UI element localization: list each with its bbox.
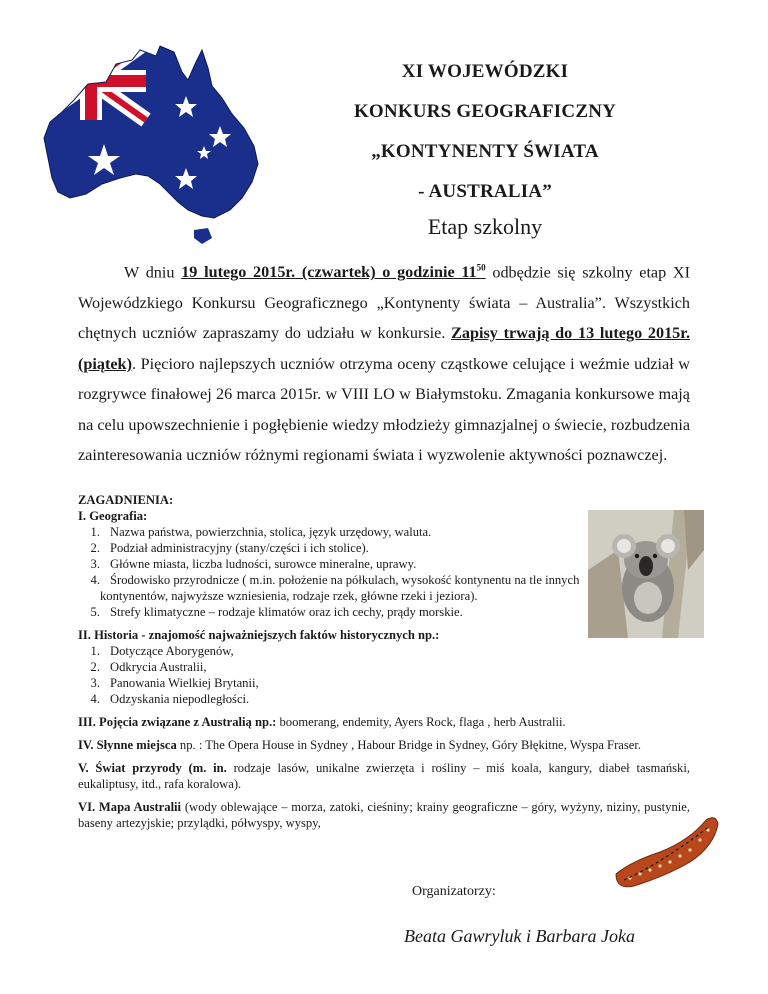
contest-date-text: 19 lutego 2015r. (czwartek) o godzinie 11: [181, 263, 477, 282]
intro-paragraph: [78, 253, 690, 471]
title-line-1: XI WOJEWÓDZKI: [401, 61, 569, 82]
boomerang-image: [610, 812, 722, 892]
list-item-text: Strefy klimatyczne – rodzaje klimatów oraz ich cechy, prądy morskie.: [110, 605, 463, 619]
list-item: 1. Nazwa państwa, powierzchnia, stolica, język urzędowy, waluta.: [90, 525, 432, 539]
contest-date: [181, 263, 485, 281]
list-item-text: Panowania Wielkiej Brytanii,: [110, 676, 259, 690]
topics-heading: ZAGADNIENIA:: [78, 493, 174, 507]
signup-deadline: Zapisy trwają do 13 lutego 2015r. (piątek): [78, 324, 690, 373]
list-item-text: Odkrycia Australii,: [110, 660, 207, 674]
section-6: [78, 799, 690, 831]
section-5-title: V. Świat przyrody (m. in.: [78, 761, 227, 775]
australia-flag-map-image: [36, 42, 266, 247]
section-3-text: boomerang, endemity, Ayers Rock, flaga , herb Australii.: [276, 715, 566, 729]
list-item: 2. Odkrycia Australii,: [90, 660, 207, 674]
section-3: [78, 714, 690, 730]
list-item-text: Główne miasta, liczba ludności, surowce mineralne, uprawy.: [110, 557, 417, 571]
list-item: 1. Dotyczące Aborygenów,: [90, 644, 234, 658]
list-item: 5. Strefy klimatyczne – rodzaje klimatów oraz ich cechy, prądy morskie.: [90, 605, 463, 619]
section-6-title: VI. Mapa Australii: [78, 800, 182, 814]
section-5: [78, 760, 690, 792]
organizers-label: Organizatorzy:: [412, 884, 496, 899]
section-5-text: rodzaje lasów, unikalne zwierzęta i rośliny – miś koala, kangury, diabeł tasmański, eukaliptusy, itd., rafa koralowa).: [78, 761, 690, 791]
list-item: 4. Odzyskania niepodległości.: [90, 692, 250, 706]
title-line-4: - AUSTRALIA”: [418, 181, 552, 202]
title-line-3: „KONTYNENTY ŚWIATA: [371, 141, 599, 162]
section-3-title: III. Pojęcia związane z Australią np.:: [78, 715, 277, 729]
intro-text-c: . Pięcioro najlepszych uczniów otrzyma oceny cząstkowe celujące i weźmie udział w rozgrywce finałowej 26 marca 2015r. w VIII LO w Białymstoku. Zmagania konkursowe mają na celu upowszechnienie i pogłębienie wiedzy młodzieży gimnazjalnej o świecie, rozbudzenia zainteresowania uczniów różnymi regionami świata i wyzwolenie aktywności poznawczej.: [78, 354, 690, 465]
topics-section: [78, 492, 690, 831]
list-item: 2. Podział administracyjny (stany/części i ich stolice).: [90, 541, 369, 555]
section-1-list: [78, 524, 583, 620]
intro-text-a: W dniu: [124, 263, 182, 282]
list-item-text: Środowisko przyrodnicze ( m.in. położenie na półkulach, wysokość kontynentu na tle innych kontynentów, najwyższe wzniesienia, rodzaje rzek, główne rzeki i jeziora).: [100, 573, 580, 603]
section-4-text: np. : The Opera House in Sydney , Habour Bridge in Sydney, Góry Błękitne, Wyspa Fraser.: [176, 738, 641, 752]
list-item: 4. Środowisko przyrodnicze ( m.in. położenie na półkulach, wysokość kontynentu na tle innych kontynentów, najwyższe wzniesienia, rodzaje rzek, główne rzeki i jeziora).: [90, 573, 580, 603]
list-item-text: Nazwa państwa, powierzchnia, stolica, język urzędowy, waluta.: [110, 525, 432, 539]
section-2-title: II. Historia - znajomość najważniejszych faktów historycznych np.:: [78, 628, 440, 642]
list-item: 3. Główne miasta, liczba ludności, surowce mineralne, uprawy.: [90, 557, 417, 571]
section-6-text: (wody oblewające – morza, zatoki, cieśniny; krainy geograficzne – góry, wyżyny, niziny, pustynie, baseny artezyjskie; przylądki, półwyspy, wyspy,: [78, 800, 690, 830]
section-4-title: IV. Słynne miejsca: [78, 738, 177, 752]
title-line-2: KONKURS GEOGRAFICZNY: [353, 101, 617, 122]
organizers-signature: Beata Gawryluk i Barbara Joka: [404, 926, 635, 946]
contest-time-minutes: 50: [476, 263, 486, 273]
list-item-text: Odzyskania niepodległości.: [110, 692, 250, 706]
section-4: [78, 737, 690, 753]
intro-text-b: odbędzie się szkolny etap XI Wojewódzkiego Konkursu Geograficznego „Kontynenty świata – Australia”. Wszystkich chętnych uczniów zapraszamy do udziału w konkursie.: [78, 263, 691, 343]
list-item-text: Podział administracyjny (stany/części i ich stolice).: [110, 541, 369, 555]
list-item-text: Dotyczące Aborygenów,: [110, 644, 234, 658]
section-2-list: [78, 643, 690, 707]
section-1-title: I. Geografia:: [78, 509, 148, 523]
list-item: 3. Panowania Wielkiej Brytanii,: [90, 676, 259, 690]
stage-subtitle: Etap szkolny: [427, 214, 543, 239]
